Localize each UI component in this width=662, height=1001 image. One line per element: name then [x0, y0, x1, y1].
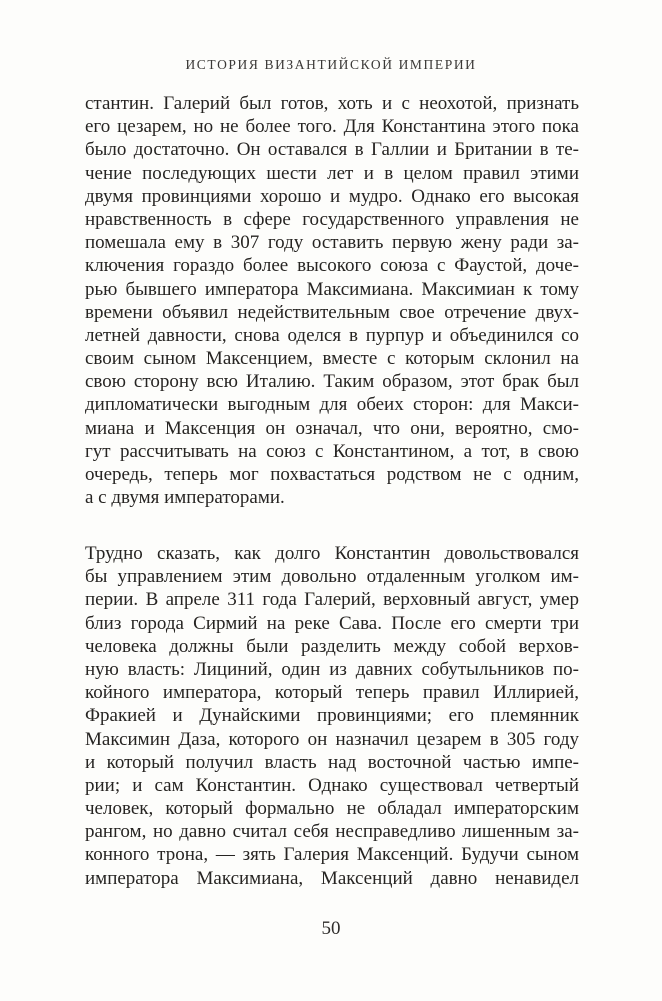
text-line: миана и Максенция он означал, что они, вероятно, смо- [85, 417, 579, 439]
text-line: Трудно сказать, как долго Константин довольствовался [85, 543, 579, 564]
text-line: ную власть: Лициний, один из давних собутыльников по- [85, 658, 579, 680]
text-line: времени объявил недействительным свое отречение двух- [85, 301, 579, 323]
paragraph-2 [85, 542, 579, 890]
text-line: ключения гораздо более высокого союза с Фаустой, доче- [85, 255, 579, 277]
text-line: помешала ему в 307 году оставить первую жену ради за- [85, 232, 579, 254]
text-line: свою сторону всю Италию. Таким образом, этот брак был [85, 371, 579, 393]
text-line: его цезарем, но не более того. Для Константина этого пока [85, 116, 579, 138]
text-line: человек, который формально не обладал императорским [85, 798, 579, 820]
text-line: дипломатически выгодным для обеих сторон: для Макси- [85, 394, 579, 416]
text-line: конного трона, — зять Галерия Максенций. Будучи сыном [85, 844, 579, 866]
text-line: своим сыном Максенцием, вместе с которым склонил на [85, 348, 579, 370]
text-line: стантин. Галерий был готов, хоть и с неохотой, признать [85, 93, 579, 114]
running-header: ИСТОРИЯ ВИЗАНТИЙСКОЙ ИМПЕРИИ [185, 57, 477, 72]
text-line: рью бывшего императора Максимиана. Максимиан к тому [85, 278, 579, 300]
text-line: бы управлением этим довольно отдаленным уголком им- [85, 566, 579, 588]
text-line: близ города Сирмий на реке Сава. После его смерти три [85, 612, 579, 634]
text-line: Максимин Даза, которого он назначил цезарем в 305 году [85, 728, 579, 750]
text-line: гут рассчитывать на союз с Константином, а тот, в свою [85, 440, 579, 462]
text-line: нравственность в сфере государственного управления не [85, 208, 579, 230]
text-line: человека должны были разделить между собой верхов- [85, 635, 579, 657]
text-line: рии; и сам Константин. Однако существовал четвертый [85, 774, 579, 796]
text-line: койного императора, который теперь правил Иллирией, [85, 682, 579, 704]
paragraph-1 [85, 92, 579, 509]
text-line: двумя провинциями хорошо и мудро. Однако его высокая [85, 185, 579, 207]
text-line: Фракией и Дунайскими провинциями; его племянник [85, 705, 579, 727]
text-line: летней давности, снова оделся в пурпур и объединился со [85, 324, 579, 346]
text-line: было достаточно. Он оставался в Галлии и Британии в те- [85, 139, 579, 161]
text-line: и который получил власть над восточной частью импе- [85, 751, 579, 773]
text-line: очередь, теперь мог похвастаться родством не с одним, [85, 464, 579, 485]
text-line: перии. В апреле 311 года Галерий, верховный август, умер [85, 589, 579, 611]
text-line: чение последующих шести лет и в целом правил этими [85, 162, 579, 184]
text-line: императора Максимиана, Максенций давно ненавидел [85, 867, 579, 889]
text-line: а с двумя императорами. [85, 487, 285, 509]
text-line: рангом, но давно считал себя несправедливо лишенным за- [85, 821, 579, 843]
page-number: 50 [321, 918, 341, 939]
